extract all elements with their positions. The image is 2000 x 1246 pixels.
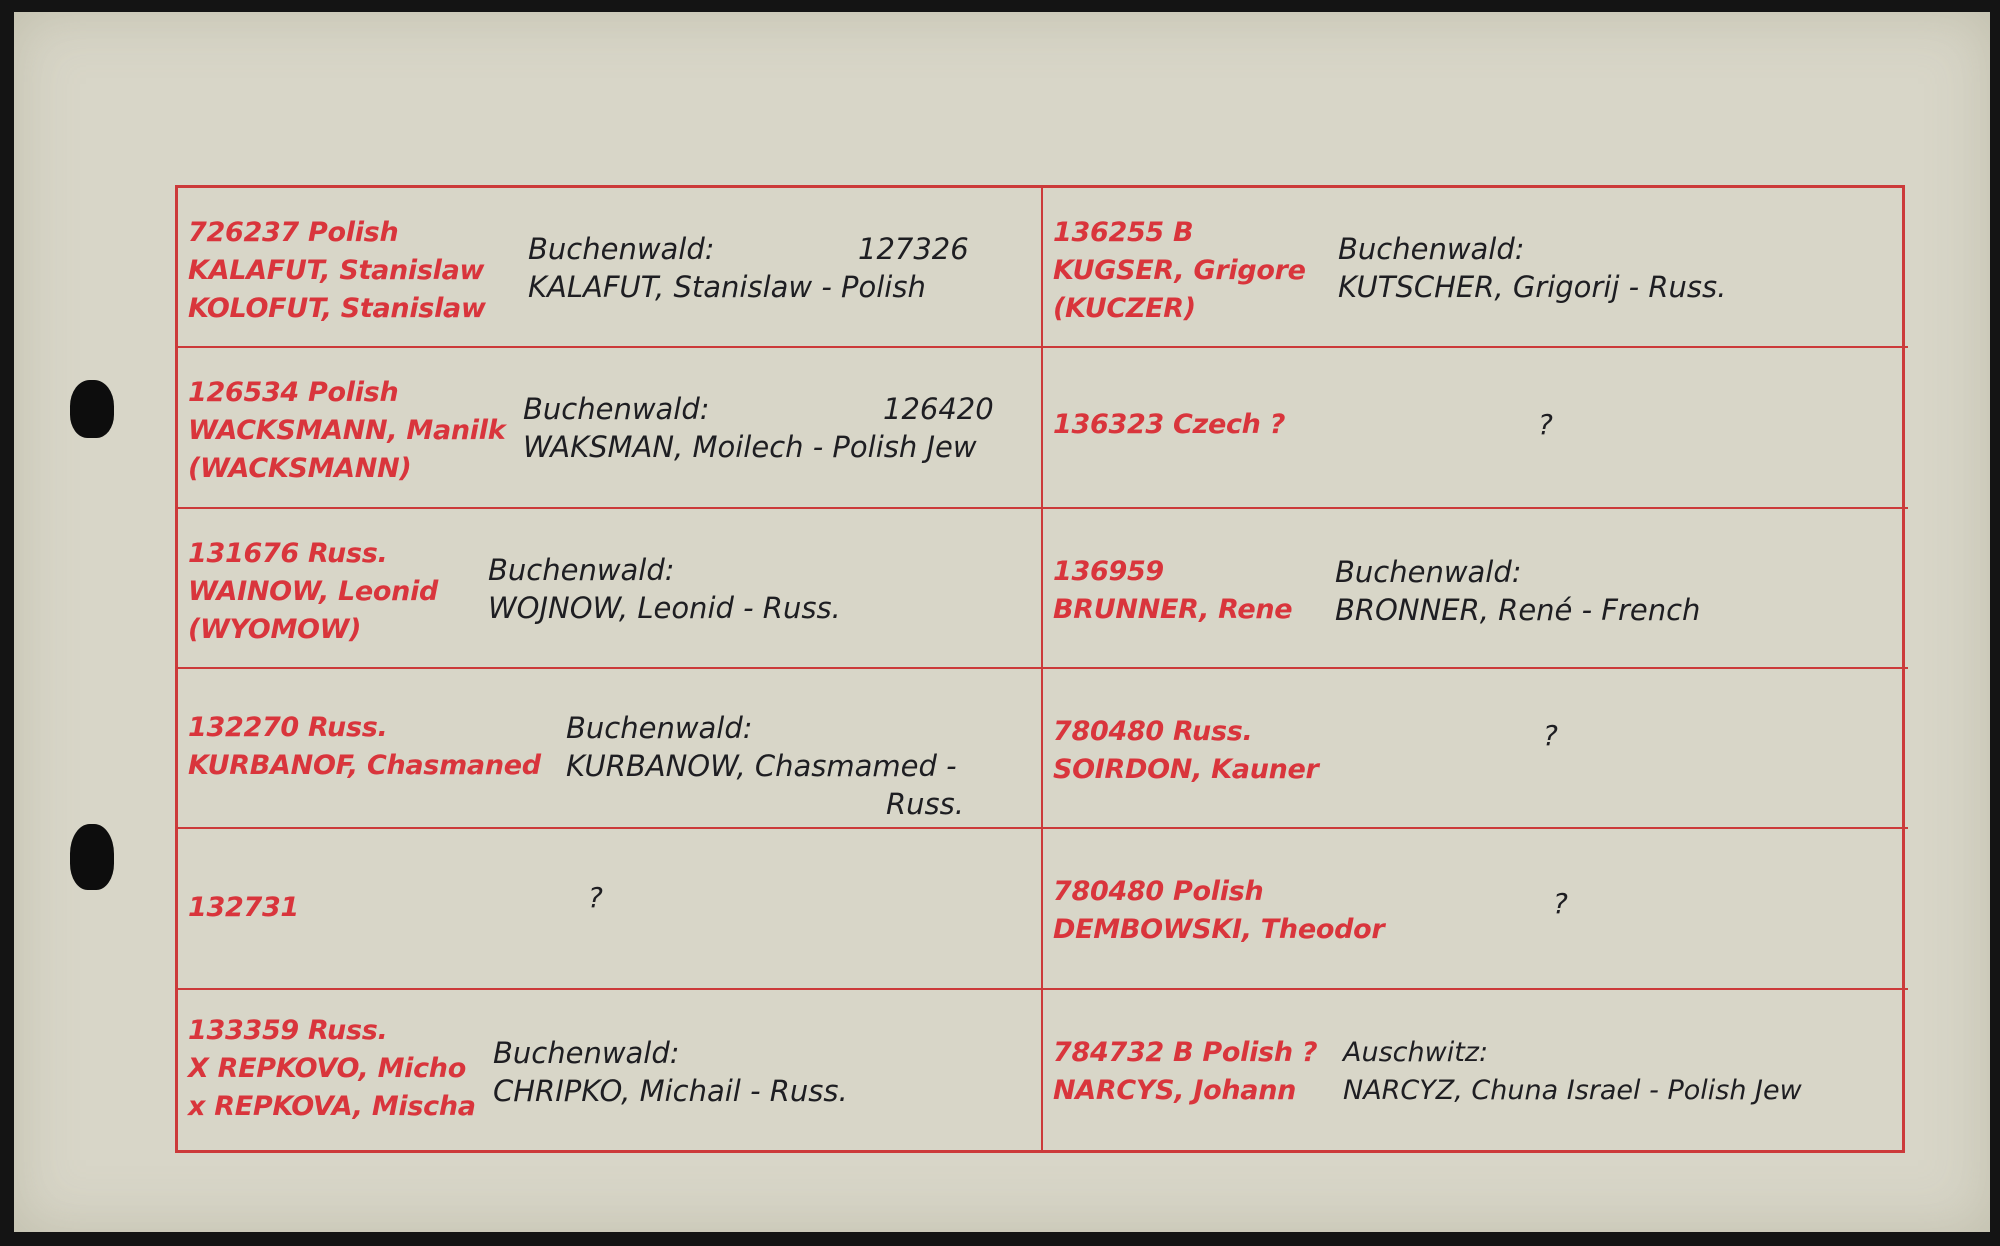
prisoner-name: BRUNNER, Rene bbox=[1053, 593, 1293, 625]
prisoner-name: NARCYS, Johann bbox=[1053, 1074, 1297, 1106]
camp-name: Buchenwald: bbox=[493, 1035, 680, 1070]
record-cell bbox=[178, 829, 1043, 989]
prisoner-number: 126534 Polish bbox=[188, 377, 399, 409]
camp-record-name: CHRIPKO, Michail - Russ. bbox=[493, 1073, 848, 1108]
camp-number: 127326 bbox=[858, 232, 969, 266]
unknown-mark: ? bbox=[588, 881, 603, 915]
record-cell bbox=[1043, 829, 1908, 989]
camp-entry bbox=[523, 390, 994, 466]
unknown-mark: ? bbox=[1553, 887, 1568, 921]
red-entry bbox=[1053, 713, 1319, 789]
camp-name: Buchenwald: bbox=[488, 552, 675, 587]
prisoner-alias: (KUCZER) bbox=[1053, 293, 1196, 324]
camp-entry bbox=[1335, 553, 1700, 629]
prisoner-name: WAINOW, Leonid bbox=[188, 575, 439, 607]
record-grid bbox=[175, 185, 1905, 1153]
camp-record-name: NARCYZ, Chuna Israel - Polish Jew bbox=[1343, 1074, 1802, 1106]
unknown-mark: ? bbox=[1543, 718, 1558, 752]
prisoner-number: 132731 bbox=[188, 892, 299, 924]
prisoner-number: 132270 Russ. bbox=[188, 711, 388, 743]
prisoner-number: 136323 Czech ? bbox=[1053, 409, 1286, 441]
record-cell bbox=[178, 348, 1043, 508]
prisoner-name: KALAFUT, Stanislaw bbox=[188, 255, 485, 286]
prisoner-alias: x REPKOVA, Mischa bbox=[188, 1090, 476, 1122]
prisoner-number: 780480 Russ. bbox=[1053, 715, 1253, 747]
camp-name: Auschwitz: bbox=[1343, 1036, 1489, 1068]
prisoner-number: 131676 Russ. bbox=[188, 537, 388, 569]
prisoner-alias: KOLOFUT, Stanislaw bbox=[188, 293, 486, 324]
camp-name: Buchenwald: bbox=[528, 232, 715, 266]
red-entry bbox=[188, 1012, 476, 1126]
prisoner-name: DEMBOWSKI, Theodor bbox=[1053, 914, 1385, 946]
camp-name: Buchenwald: bbox=[1338, 232, 1525, 266]
prisoner-number: 726237 Polish bbox=[188, 217, 399, 248]
camp-record-name: KALAFUT, Stanislaw - Polish bbox=[528, 270, 926, 304]
camp-record-name: KURBANOW, Chasmamed - bbox=[566, 748, 957, 783]
camp-name: Buchenwald: bbox=[1335, 554, 1522, 589]
camp-record-name: KUTSCHER, Grigorij - Russ. bbox=[1338, 270, 1727, 304]
record-cell bbox=[1043, 669, 1908, 829]
camp-entry bbox=[1338, 230, 1726, 306]
prisoner-name: SOIRDON, Kauner bbox=[1053, 753, 1319, 785]
record-cell bbox=[1043, 188, 1908, 348]
camp-entry bbox=[566, 709, 964, 823]
red-entry bbox=[188, 535, 438, 649]
red-entry bbox=[188, 889, 299, 927]
punch-hole bbox=[70, 380, 114, 438]
prisoner-number: 136959 bbox=[1053, 555, 1164, 587]
punch-hole bbox=[70, 824, 114, 890]
red-entry bbox=[1053, 553, 1292, 629]
prisoner-number: 780480 Polish bbox=[1053, 876, 1264, 908]
red-entry bbox=[1053, 406, 1285, 444]
prisoner-name: KURBANOF, Chasmaned bbox=[188, 749, 541, 781]
record-cell bbox=[1043, 509, 1908, 669]
camp-name: Buchenwald: bbox=[566, 710, 753, 745]
prisoner-name: WACKSMANN, Manilk bbox=[188, 415, 506, 447]
red-entry bbox=[188, 214, 486, 328]
prisoner-number: 136255 B bbox=[1053, 217, 1194, 248]
prisoner-number: 133359 Russ. bbox=[188, 1014, 388, 1046]
red-entry bbox=[1053, 873, 1384, 949]
record-cell bbox=[178, 669, 1043, 829]
record-cell bbox=[178, 188, 1043, 348]
red-entry bbox=[188, 374, 505, 488]
camp-entry bbox=[488, 551, 841, 627]
unknown-mark: ? bbox=[1538, 408, 1553, 442]
camp-entry bbox=[1343, 1034, 1802, 1110]
red-entry bbox=[1053, 1034, 1317, 1110]
prisoner-number: 784732 B Polish ? bbox=[1053, 1036, 1318, 1068]
camp-name: Buchenwald: bbox=[523, 392, 710, 427]
camp-record-name: WOJNOW, Leonid - Russ. bbox=[488, 590, 841, 625]
camp-entry bbox=[528, 230, 969, 306]
prisoner-name: X REPKOVO, Micho bbox=[188, 1052, 466, 1084]
record-cell bbox=[1043, 348, 1908, 508]
camp-number: 126420 bbox=[883, 392, 994, 427]
record-cell bbox=[178, 990, 1043, 1150]
record-cell bbox=[178, 509, 1043, 669]
prisoner-name: KUGSER, Grigore bbox=[1053, 255, 1306, 286]
red-entry bbox=[188, 709, 541, 785]
camp-record-nationality: Russ. bbox=[886, 786, 964, 821]
camp-record-name: BRONNER, René - French bbox=[1335, 592, 1701, 627]
record-cell bbox=[1043, 990, 1908, 1150]
prisoner-alias: (WACKSMANN) bbox=[188, 453, 412, 485]
red-entry bbox=[1053, 214, 1306, 328]
camp-record-name: WAKSMAN, Moilech - Polish Jew bbox=[523, 430, 977, 465]
prisoner-alias: (WYOMOW) bbox=[188, 613, 362, 645]
camp-entry bbox=[493, 1034, 848, 1110]
